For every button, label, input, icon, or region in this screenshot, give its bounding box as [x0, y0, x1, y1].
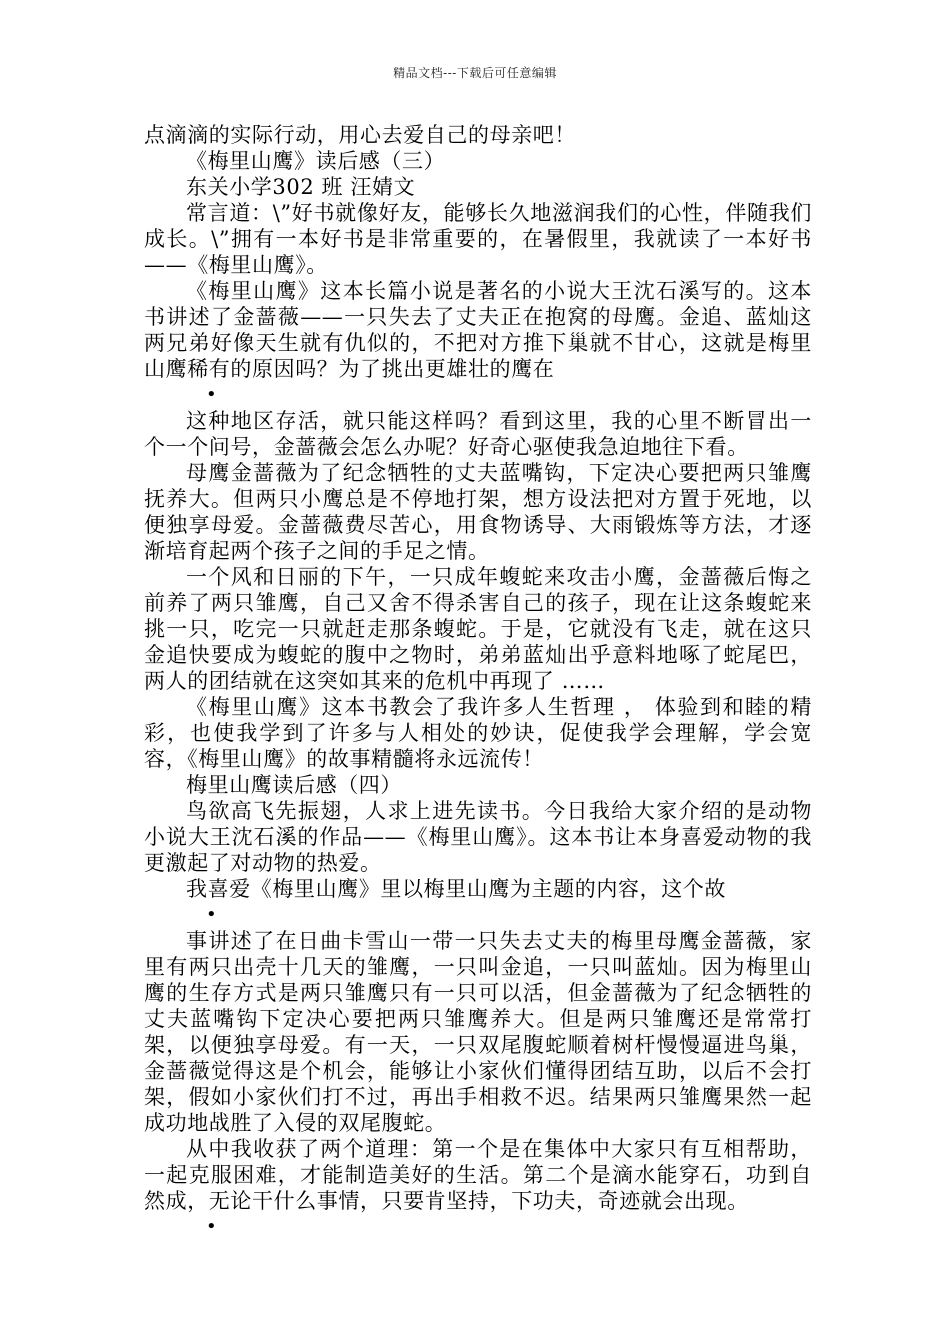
document-body — [144, 122, 812, 1240]
paragraph: 常言道：\”好书就像好友，能够长久地滋润我们的心性，伴随我们成长。\”拥有一本好书是非常重要的，在暑假里，我就读了一本好书——《梅里山鹰》。 — [144, 201, 812, 277]
paragraph: 我喜爱《梅里山鹰》里以梅里山鹰为主题的内容，这个故 — [186, 877, 726, 901]
bullet-icon: • — [206, 1216, 218, 1237]
paragraph: 母鹰金蔷薇为了纪念牺牲的丈夫蓝嘴钩，下定决心要把两只雏鹰抚养大。但两只小鹰总是不停地打架，想方设法把对方置于死地，以便独享母爱。金蔷薇费尽苦心，用食物诱导、大雨锻炼等方法，才逐渐培育起两个孩子之间的手足之情。 — [144, 461, 812, 563]
paragraph: 这种地区存活，就只能这样吗？看到这里，我的心里不断冒出一个一个问号，金蔷薇会怎么办呢？好奇心驱使我急迫地往下看。 — [144, 409, 812, 459]
paragraph-continuation: 点滴滴的实际行动，用心去爱自己的母亲吧！ — [144, 123, 576, 147]
section-title-three: 《梅里山鹰》读后感（三） — [186, 149, 446, 173]
paragraph: 《梅里山鹰》这本书教会了我许多人生哲理 ， 体验到和睦的精彩，也使我学到了许多与人相处的妙诀，促使我学会理解，学会宽容，《梅里山鹰》的故事精髓将永远流传！ — [144, 695, 812, 771]
bullet-separator — [144, 902, 812, 928]
paragraph: 从中我收获了两个道理：第一个是在集体中大家只有互相帮助，一起克服困难，才能制造美好的生活。第二个是滴水能穿石，功到自然成，无论干什么事情，只要肯坚持，下功夫，奇迹就会出现。 — [144, 1137, 812, 1213]
author-line: 东关小学302 班 汪婧文 — [186, 175, 416, 199]
paragraph: 一个风和日丽的下午，一只成年蝮蛇来攻击小鹰，金蔷薇后悔之前养了两只雏鹰，自己又舍不得杀害自己的孩子，现在让这条蝮蛇来挑一只，吃完一只就赶走那条蝮蛇。于是，它就没有飞走，就在这只金追快要成为蝮蛇的腹中之物时，弟弟蓝灿出乎意料地啄了蛇尾巴，两人的团结就在这突如其来的危机中再现了 …… — [144, 565, 812, 693]
bullet-separator — [144, 1214, 812, 1240]
bullet-icon: • — [206, 384, 218, 405]
paragraph: 《梅里山鹰》这本长篇小说是著名的小说大王沈石溪写的。这本书讲述了金蔷薇——一只失去了丈夫正在抱窝的母鹰。金追、蓝灿这两兄弟好像天生就有仇似的，不把对方推下巢就不甘心，这就是梅里山鹰稀有的原因吗？为了挑出更雄壮的鹰在 — [144, 279, 812, 381]
bullet-icon: • — [206, 904, 218, 925]
paragraph: 鸟欲高飞先振翅，人求上进先读书。今日我给大家介绍的是动物小说大王沈石溪的作品——《梅里山鹰》。这本书让本身喜爱动物的我更激起了对动物的热爱。 — [144, 799, 812, 875]
bullet-separator — [144, 382, 812, 408]
page-header: 精品文档---下载后可任意编辑 — [393, 66, 557, 80]
paragraph: 事讲述了在日曲卡雪山一带一只失去丈夫的梅里母鹰金蔷薇，家里有两只出壳十几天的雏鹰，一只叫金追，一只叫蓝灿。因为梅里山鹰的生存方式是两只雏鹰只有一只可以活，但金蔷薇为了纪念牺牲的丈夫蓝嘴钩下定决心要把两只雏鹰养大。但是两只雏鹰还是常常打架，以便独享母爱。有一天，一只双尾腹蛇顺着树杆慢慢逼进鸟巢，金蔷薇觉得这是个机会，能够让小家伙们懂得团结互助，以后不会打架，假如小家伙们打不过，再出手相救不迟。结果两只雏鹰果然一起成功地战胜了入侵的双尾腹蛇。 — [144, 929, 812, 1135]
section-title-four: 梅里山鹰读后感（四） — [186, 773, 402, 797]
